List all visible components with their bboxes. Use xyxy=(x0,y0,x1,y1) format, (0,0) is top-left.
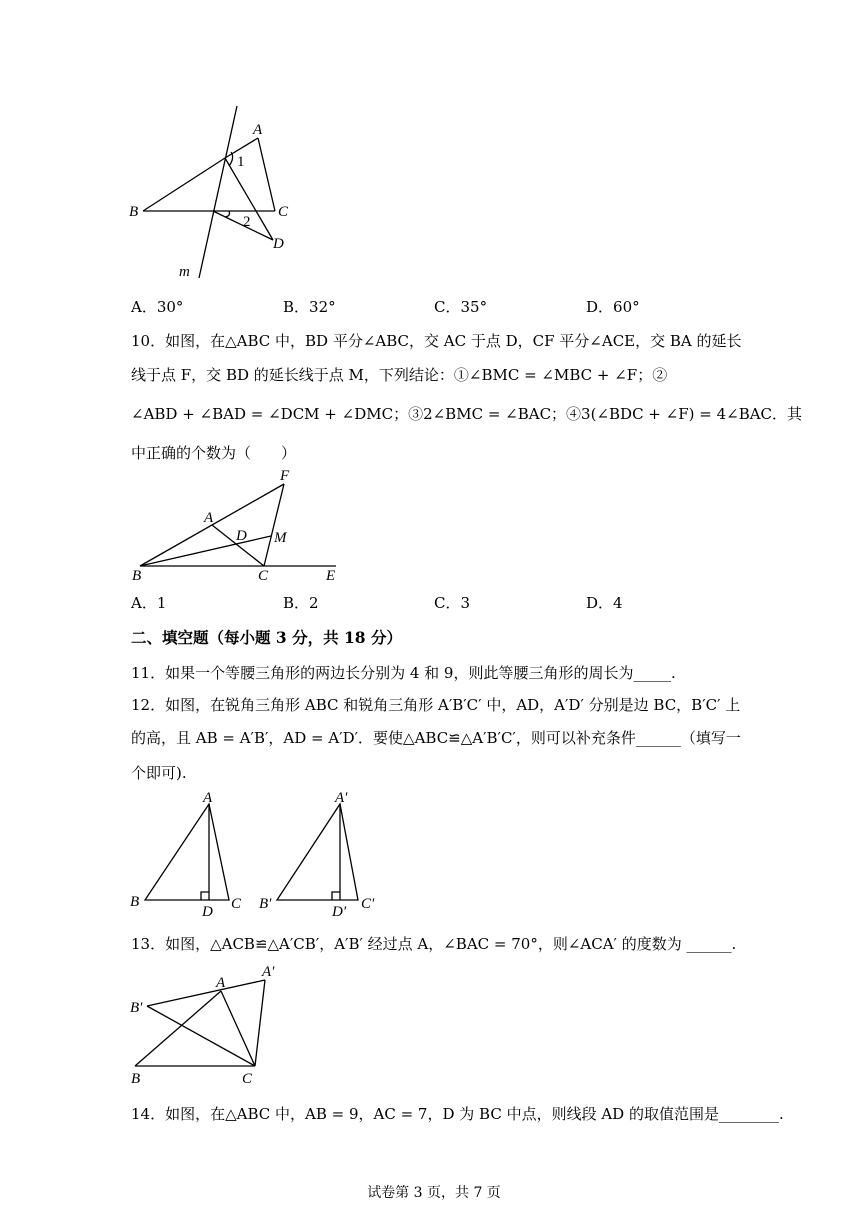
q12-label-D: D xyxy=(202,904,213,920)
q9-angle2-arc xyxy=(225,211,230,217)
q10-option-c: C．3 xyxy=(434,594,471,612)
q9-label-C: C xyxy=(278,204,289,220)
q9-label-B: B xyxy=(129,204,139,220)
q9-segment-BA-part xyxy=(143,158,225,211)
q10-label-M: M xyxy=(274,530,287,546)
q10-segment-FC xyxy=(264,484,284,566)
q13-segment-AC xyxy=(221,991,255,1066)
q9-label-D: D xyxy=(273,236,284,252)
q12-figure xyxy=(125,786,395,921)
q12-line-1: 12．如图，在锐角三角形 ABC 和锐角三角形 A′B′C′ 中，AD，A′D′ 分别是边 BC，B′C′ 上 xyxy=(131,696,741,714)
q9-segment-AC xyxy=(258,138,275,211)
q9-label-A: A xyxy=(253,122,263,138)
q10-segment-BM xyxy=(140,536,271,566)
q13-segment-B2A2 xyxy=(147,980,265,1006)
q12-line-3: 个即可). xyxy=(131,764,187,782)
q9-label-2: 2 xyxy=(243,214,251,230)
q9-label-m: m xyxy=(179,264,190,280)
q9-option-b: B．32° xyxy=(283,298,336,316)
q14-text: 14．如图，在△ABC 中，AB = 9，AC = 7，D 为 BC 中点，则线段 AD 的取值范围是________. xyxy=(131,1105,784,1123)
q13-figure xyxy=(125,958,295,1090)
q12-label-A: A xyxy=(203,790,213,806)
q10-line-1: 10．如图，在△ABC 中，BD 平分∠ABC，交 AC 于点 D，CF 平分∠ACE，交 BA 的延长 xyxy=(131,332,742,350)
q9-option-c: C．35° xyxy=(434,298,488,316)
page-footer: 试卷第 3 页，共 7 页 xyxy=(367,1185,501,1201)
q9-option-a: A．30° xyxy=(131,298,184,316)
q12-label-C: C xyxy=(231,896,242,912)
q10-line-4: 中正确的个数为（ ） xyxy=(131,444,297,462)
q12-label-C2: C′ xyxy=(361,896,375,912)
q10-option-b: B．2 xyxy=(283,594,319,612)
q12-label-A2: A′ xyxy=(335,790,348,806)
q9-label-1: 1 xyxy=(237,154,245,170)
q10-figure xyxy=(128,466,348,588)
q10-option-a: A．1 xyxy=(131,594,167,612)
q12-label-D2: D′ xyxy=(332,904,347,920)
q12-right-angle-d2 xyxy=(332,892,340,900)
q13-text: 13．如图，△ACB≌△A′CB′，A′B′ 经过点 A，∠BAC = 70°，则∠ACA′ 的度数为 ______. xyxy=(131,935,737,953)
q10-line-2: 线于点 F，交 BD 的延长线于点 M，下列结论：①∠BMC = ∠MBC + ∠F；② xyxy=(131,366,668,384)
q10-label-A: A xyxy=(204,510,214,526)
q13-label-B: B xyxy=(131,1071,141,1087)
q9-figure xyxy=(125,100,315,285)
q13-label-A: A xyxy=(216,975,226,991)
q10-line-3: ∠ABD + ∠BAD = ∠DCM + ∠DMC；③2∠BMC = ∠BAC；④3(∠BDC + ∠F) = 4∠BAC．其 xyxy=(131,405,803,423)
q10-label-C: C xyxy=(258,568,269,584)
q9-option-d: D．60° xyxy=(586,298,640,316)
q12-line-2: 的高，且 AB = A′B′，AD = A′D′．要使△ABC≌△A′B′C′，则可以补充条件______（填写一 xyxy=(131,729,741,747)
q13-label-C: C xyxy=(242,1071,253,1087)
q13-label-B2: B′ xyxy=(130,1000,143,1016)
q13-segment-A2C xyxy=(255,980,265,1066)
q12-label-B2: B′ xyxy=(259,896,272,912)
q12-triangle-a2b2c2 xyxy=(277,804,358,900)
q11-text: 11．如果一个等腰三角形的两边长分别为 4 和 9，则此等腰三角形的周长为_____. xyxy=(131,664,676,682)
q9-line-m xyxy=(199,106,237,278)
q10-label-B: B xyxy=(132,568,142,584)
q12-triangle-abc xyxy=(145,804,229,900)
q10-option-d: D．4 xyxy=(586,594,623,612)
q13-label-A2: A′ xyxy=(262,964,275,980)
q10-label-E: E xyxy=(326,568,336,584)
q13-segment-BA xyxy=(135,991,221,1066)
q10-label-F: F xyxy=(280,468,290,484)
q13-segment-B2C xyxy=(147,1006,255,1066)
section-title: 二、填空题（每小题 3 分，共 18 分） xyxy=(131,628,402,647)
q10-label-D: D xyxy=(236,528,247,544)
q12-label-B: B xyxy=(130,894,140,910)
q12-right-angle-d xyxy=(201,892,209,900)
